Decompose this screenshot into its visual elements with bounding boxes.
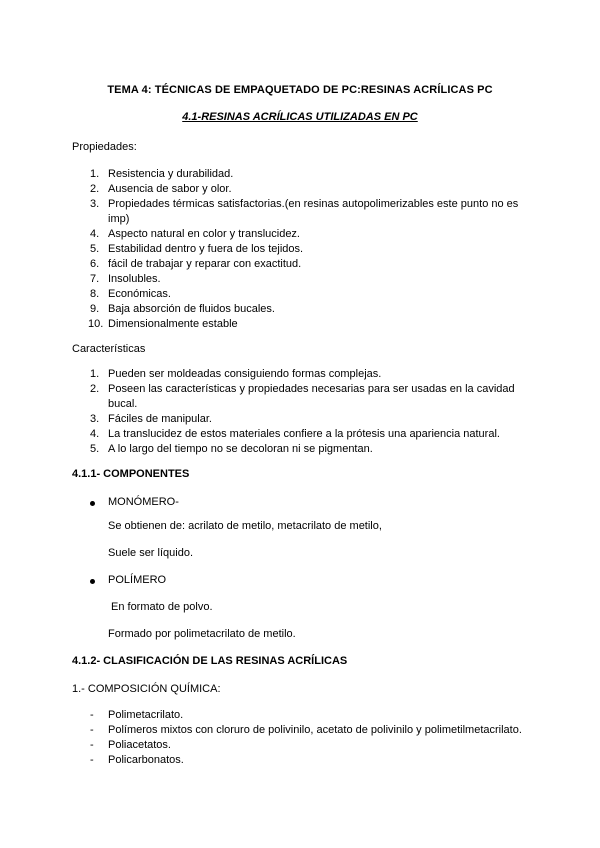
polimero-paragraph-1: En formato de polvo. (111, 601, 213, 613)
monomero-paragraph-2: Suele ser líquido. (108, 547, 193, 559)
list-item: 2. Poseen las características y propiedades necesarias para ser usadas en la cavidad bucal. (90, 383, 515, 410)
list-item: 10. Dimensionalmente estable (88, 318, 238, 330)
list-item: 2. Ausencia de sabor y olor. (90, 183, 232, 195)
monomero-label: MONÓMERO- (108, 496, 179, 508)
list-item: 3. Propiedades térmicas satisfactorias.(en resinas autopolimerizables este punto no es imp) (90, 198, 519, 225)
list-item: 5. A lo largo del tiempo no se decoloran ni se pigmentan. (90, 443, 373, 455)
list-item: 4. Aspecto natural en color y translucidez. (90, 228, 300, 240)
document-title: TEMA 4: TÉCNICAS DE EMPAQUETADO DE PC:RESINAS ACRÍLICAS PC (107, 84, 493, 96)
list-item: 8. Económicas. (90, 288, 171, 300)
composicion-list (72, 708, 552, 768)
composicion-subheading: 1.- COMPOSICIÓN QUÍMICA: (72, 683, 221, 695)
polimero-label: POLÍMERO (108, 574, 167, 586)
list-item: 1. Pueden ser moldeadas consiguiendo formas complejas. (90, 368, 382, 380)
caracteristicas-list (72, 367, 548, 457)
monomero-paragraph-1: Se obtienen de: acrilato de metilo, metacrilato de metilo, (108, 520, 382, 532)
list-item: - Polímeros mixtos con cloruro de polivinilo, acetato de polivinilo y polimetilmetacrilato. (90, 724, 522, 736)
list-item: 5. Estabilidad dentro y fuera de los tejidos. (90, 243, 304, 255)
propiedades-list (72, 167, 528, 332)
clasificacion-heading: 4.1.2- CLASIFICACIÓN DE LAS RESINAS ACRÍLICAS (72, 655, 348, 667)
componentes-heading: 4.1.1- COMPONENTES (72, 468, 190, 480)
list-item: - Poliacetatos. (90, 739, 171, 751)
list-item: - Polimetacrilato. (90, 709, 184, 721)
list-item: 3. Fáciles de manipular. (90, 413, 212, 425)
polimero-paragraph-2: Formado por polimetacrilato de metilo. (108, 628, 296, 640)
section-subtitle: 4.1-RESINAS ACRÍLICAS UTILIZADAS EN PC (182, 111, 418, 123)
propiedades-label: Propiedades: (72, 141, 137, 153)
list-item: 4. La translucidez de estos materiales confiere a la prótesis una apariencia natural. (90, 428, 500, 440)
caracteristicas-label: Características (72, 343, 146, 355)
list-item: 1. Resistencia y durabilidad. (90, 168, 234, 180)
list-item: - Policarbonatos. (90, 754, 184, 766)
list-item: 7. Insolubles. (90, 273, 161, 285)
bullet-dot-icon (90, 501, 95, 506)
list-item: 9. Baja absorción de fluidos bucales. (90, 303, 275, 315)
bullet-dot-icon (90, 579, 95, 584)
list-item: 6. fácil de trabajar y reparar con exactitud. (90, 258, 302, 270)
